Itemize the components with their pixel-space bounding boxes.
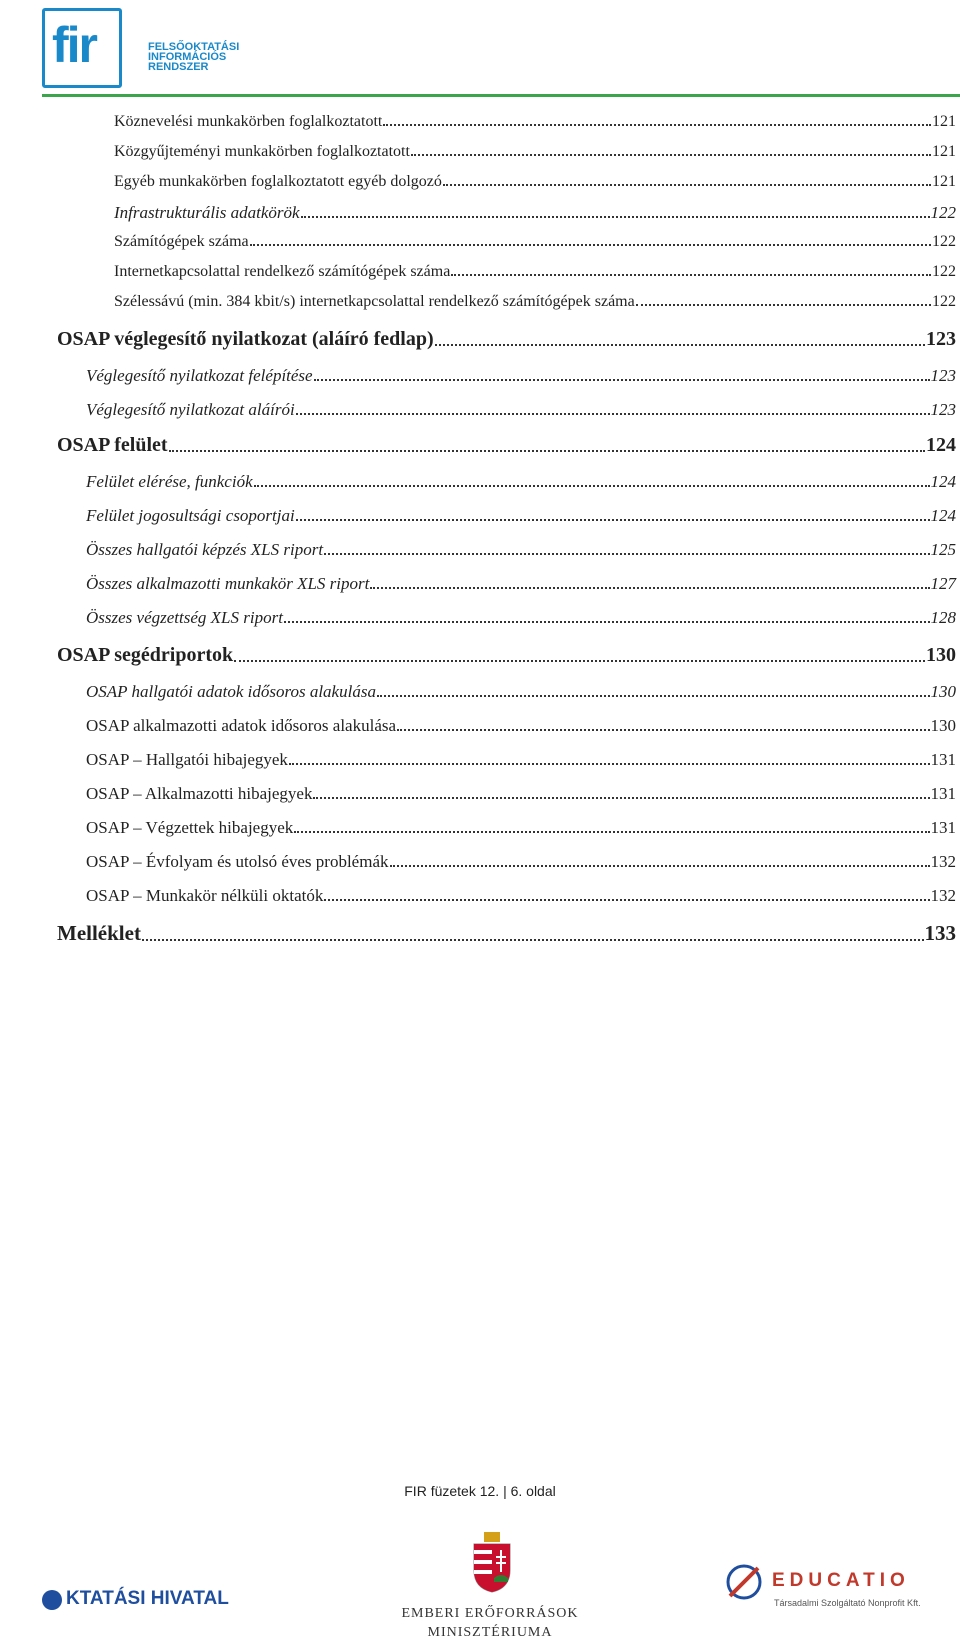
toc-entry[interactable] (86, 852, 956, 872)
toc-entry-label: OSAP segédriportok (57, 644, 234, 666)
toc-entry-label: Szélessávú (min. 384 kbit/s) internetkapcsolattal rendelkező számítógépek száma (114, 293, 635, 310)
educatio-logo-subtitle: Társadalmi Szolgáltató Nonprofit Kft. (774, 1598, 921, 1608)
toc-entry-label: Véglegesítő nyilatkozat aláírói (86, 400, 295, 419)
toc-entry-label: OSAP alkalmazotti adatok idősoros alakulása (86, 716, 397, 735)
toc-entry-label: OSAP felület (57, 434, 168, 456)
toc-leader-dots (142, 939, 924, 941)
toc-entry-page: 122 (932, 293, 956, 310)
toc-leader-dots (397, 729, 929, 731)
toc-entry-page: 131 (930, 784, 956, 803)
toc-entry[interactable] (86, 366, 956, 386)
toc-entry-page: 131 (930, 750, 956, 769)
toc-leader-dots (284, 621, 930, 623)
toc-entry[interactable] (86, 608, 956, 628)
oktatasi-hivatal-logo-icon (42, 1590, 62, 1610)
toc-entry-page: 122 (930, 203, 956, 222)
toc-entry-page: 130 (926, 644, 956, 666)
toc-entry[interactable] (57, 644, 956, 667)
toc-entry-page: 125 (930, 540, 956, 559)
toc-leader-dots (250, 244, 931, 246)
oktatasi-hivatal-logo: KTATÁSI HIVATAL (66, 1588, 229, 1609)
toc-leader-dots (314, 379, 930, 381)
toc-entry-page: 124 (930, 506, 956, 525)
toc-entry[interactable] (86, 540, 956, 560)
fir-logo-text (148, 42, 239, 72)
toc-entry-page: 122 (932, 233, 956, 250)
toc-entry-page: 121 (932, 143, 956, 160)
toc-entry-page: 130 (930, 682, 956, 701)
toc-entry-label: Felület jogosultsági csoportjai (86, 506, 295, 525)
toc-entry-label: OSAP – Hallgatói hibajegyek (86, 750, 288, 769)
toc-entry[interactable] (86, 400, 956, 420)
toc-entry-page: 122 (932, 263, 956, 280)
toc-entry-page: 123 (930, 400, 956, 419)
toc-entry-label: Köznevelési munkakörben foglalkoztatott (114, 113, 383, 130)
toc-entry-label: Számítógépek száma (114, 233, 249, 250)
toc-leader-dots (294, 831, 929, 833)
toc-entry-page: 124 (930, 472, 956, 491)
toc-entry-label: Internetkapcsolattal rendelkező számítógépek száma (114, 263, 451, 280)
toc-leader-dots (411, 154, 931, 156)
toc-entry-page: 124 (926, 434, 956, 456)
toc-entry[interactable] (86, 682, 956, 702)
toc-entry-label: OSAP hallgatói adatok idősoros alakulása (86, 682, 376, 701)
toc-entry[interactable] (86, 750, 956, 770)
toc-entry[interactable] (57, 921, 956, 946)
toc-entry[interactable] (86, 574, 956, 594)
toc-entry[interactable] (86, 818, 956, 838)
toc-entry-label: Véglegesítő nyilatkozat felépítése (86, 366, 313, 385)
toc-entry[interactable] (114, 173, 956, 191)
toc-entry-label: OSAP – Munkakör nélküli oktatók (86, 886, 324, 905)
emmi-logo-text (390, 1604, 590, 1642)
toc-entry-page: 121 (932, 113, 956, 130)
toc-entry-page: 123 (926, 328, 956, 350)
toc-leader-dots (313, 797, 929, 799)
toc-entry-label: OSAP – Alkalmazotti hibajegyek (86, 784, 313, 803)
page-header (0, 0, 960, 98)
toc-entry-page: 130 (930, 716, 956, 735)
toc-entry[interactable] (86, 716, 956, 736)
toc-entry[interactable] (86, 472, 956, 492)
toc-leader-dots (377, 695, 930, 697)
toc-entry-label: Egyéb munkakörben foglalkoztatott egyéb dolgozó (114, 173, 442, 190)
toc-entry[interactable] (86, 886, 956, 906)
fir-logo-mark: fir (52, 17, 96, 73)
toc-leader-dots (435, 344, 925, 346)
emmi-logo-line: MINISZTÉRIUMA (427, 1625, 553, 1640)
toc-leader-dots (289, 763, 930, 765)
toc-leader-dots (169, 450, 925, 452)
toc-leader-dots (301, 216, 930, 218)
toc-entry-label: Összes hallgatói képzés XLS riport (86, 540, 324, 559)
page-footer-label: FIR füzetek 12. | 6. oldal (404, 1483, 556, 1499)
toc-leader-dots (296, 519, 930, 521)
fir-logo-line: RENDSZER (148, 61, 209, 73)
toc-leader-dots (370, 587, 929, 589)
toc-entry[interactable] (114, 113, 956, 131)
toc-entry-label: OSAP – Végzettek hibajegyek (86, 818, 294, 837)
toc-entry-label: OSAP – Évfolyam és utolsó éves problémák (86, 852, 389, 871)
toc-entry-label: Összes alkalmazotti munkakör XLS riport (86, 574, 370, 593)
toc-entry-page: 121 (932, 173, 956, 190)
toc-entry-page: 131 (930, 818, 956, 837)
toc-leader-dots (451, 274, 931, 276)
toc-entry[interactable] (114, 203, 956, 223)
toc-entry-page: 128 (930, 608, 956, 627)
toc-leader-dots (636, 304, 931, 306)
toc-entry-page: 133 (924, 921, 956, 945)
toc-entry[interactable] (86, 506, 956, 526)
toc-entry[interactable] (114, 233, 956, 251)
toc-leader-dots (324, 899, 929, 901)
educatio-logo-icon (722, 1560, 766, 1604)
educatio-logo: EDUCATIO (772, 1570, 910, 1591)
fir-logo-line: FELSŐOKTATÁSI (148, 41, 240, 53)
toc-entry-label: Összes végzettség XLS riport (86, 608, 283, 627)
toc-entry-page: 123 (930, 366, 956, 385)
toc-leader-dots (254, 485, 930, 487)
emmi-logo-line: EMBERI ERŐFORRÁSOK (401, 1606, 579, 1621)
toc-entry-label: Melléklet (57, 921, 141, 945)
toc-leader-dots (390, 865, 930, 867)
toc-entry-page: 132 (930, 852, 956, 871)
toc-leader-dots (296, 413, 930, 415)
toc-entry[interactable] (114, 143, 956, 161)
toc-entry[interactable] (114, 263, 956, 281)
toc-entry[interactable] (57, 328, 956, 351)
hungarian-coat-of-arms-icon (470, 1530, 514, 1594)
toc-entry-page: 127 (930, 574, 956, 593)
toc-entry[interactable] (114, 293, 956, 311)
toc-entry-label: Közgyűjteményi munkakörben foglalkoztatott (114, 143, 410, 160)
toc-leader-dots (324, 553, 929, 555)
toc-entry-page: 132 (930, 886, 956, 905)
toc-entry[interactable] (86, 784, 956, 804)
header-divider (42, 94, 960, 97)
toc-leader-dots (443, 184, 931, 186)
toc-entry-label: Infrastrukturális adatkörök (114, 203, 300, 222)
toc-entry[interactable] (57, 434, 956, 457)
toc-entry-label: OSAP véglegesítő nyilatkozat (aláíró fedlap) (57, 328, 434, 350)
toc-leader-dots (383, 124, 931, 126)
toc-leader-dots (234, 660, 925, 662)
toc-entry-label: Felület elérése, funkciók (86, 472, 253, 491)
fir-logo-line: INFORMÁCIÓS (148, 51, 227, 63)
